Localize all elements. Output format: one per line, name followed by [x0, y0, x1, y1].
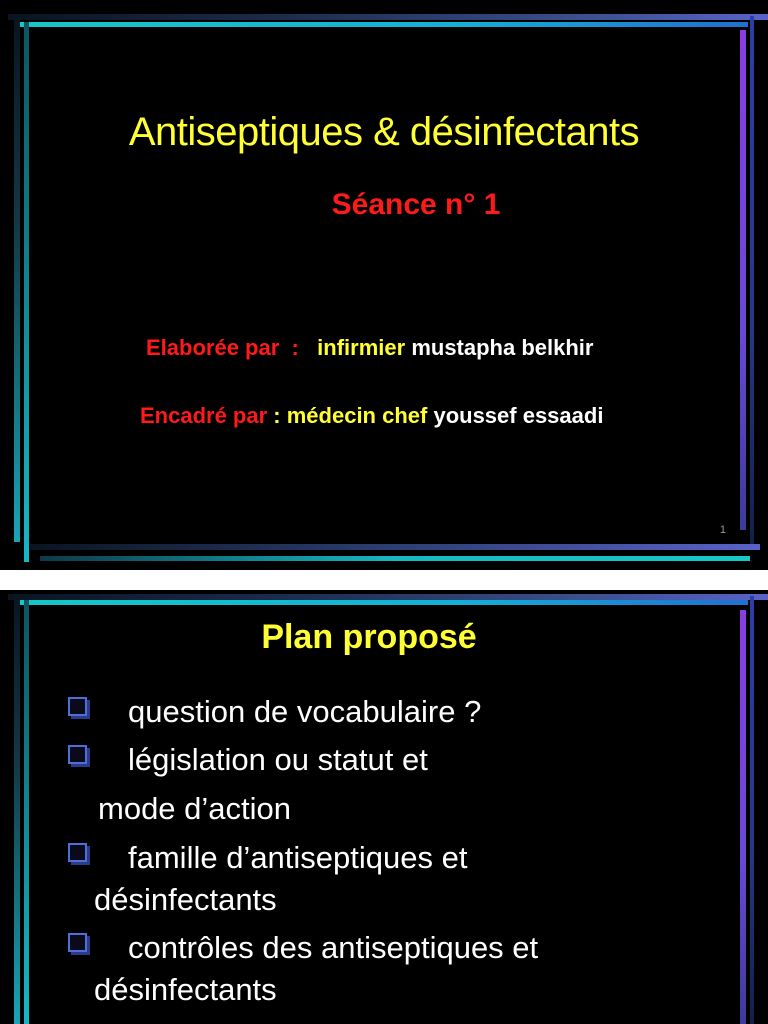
frame-right-accent	[750, 596, 754, 1024]
prepared-by-name: mustapha belkhir	[411, 335, 594, 360]
slide-2	[0, 590, 768, 1024]
checkbox-bullet-icon	[68, 745, 87, 764]
session-number: Séance n° 1	[331, 188, 501, 221]
frame-bottom-accent	[40, 556, 750, 561]
supervised-by-role: médecin chef	[286, 403, 434, 428]
list-item-text: famille d’antiseptiques et	[128, 840, 468, 875]
frame-left-bar	[14, 18, 20, 542]
checkbox-bullet-icon	[68, 933, 87, 952]
frame-top-accent	[20, 600, 748, 605]
list-item-text-continued: désinfectants	[94, 972, 277, 1007]
list-item-text-continued: mode d’action	[98, 791, 292, 826]
prepared-by-label: Elaborée par :	[146, 335, 318, 360]
page-number: 1	[719, 524, 726, 536]
frame-right-bar	[740, 610, 746, 1024]
frame-right-bar	[740, 30, 746, 530]
supervised-by-label: Encadré par	[140, 403, 268, 428]
frame-left-bar	[14, 594, 20, 1024]
frame-top-accent	[20, 22, 748, 27]
frame-bottom-bar	[30, 544, 760, 550]
list-item-text: question de vocabulaire ?	[128, 694, 482, 729]
supervised-by-separator: :	[267, 403, 287, 428]
frame-left-accent	[24, 600, 29, 1024]
frame-left-accent	[24, 22, 29, 562]
checkbox-bullet-icon	[68, 843, 87, 862]
list-item-text: législation ou statut et	[128, 742, 428, 777]
supervised-by-line	[140, 403, 603, 429]
checkbox-bullet-icon	[68, 697, 87, 716]
list-item-text: contrôles des antiseptiques et	[128, 930, 539, 965]
frame-top-bar	[8, 14, 768, 20]
frame-right-accent	[750, 16, 754, 544]
prepared-by-line	[146, 335, 593, 361]
slide-title: Antiseptiques & désinfectants	[128, 110, 640, 154]
plan-title: Plan proposé	[261, 618, 477, 656]
list-item-text-continued: désinfectants	[94, 882, 277, 917]
prepared-by-role: infirmier	[317, 335, 412, 360]
supervised-by-name: youssef essaadi	[433, 403, 604, 428]
